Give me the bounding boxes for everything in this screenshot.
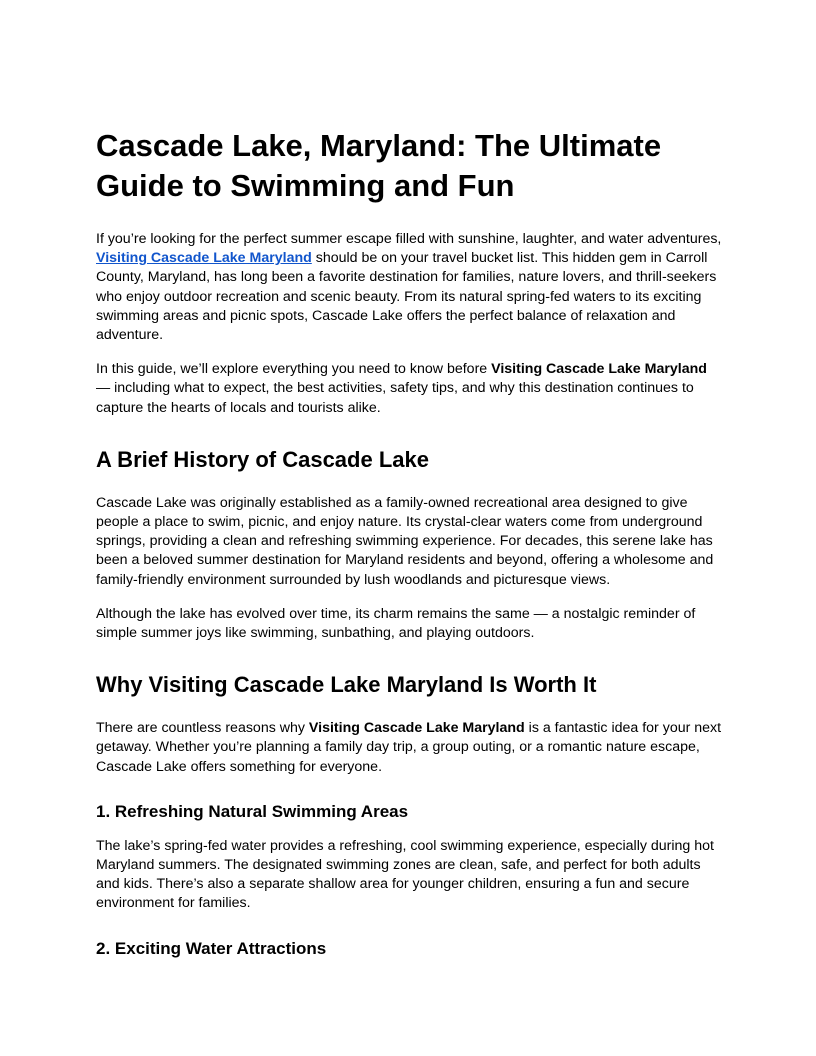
why-heading: Why Visiting Cascade Lake Maryland Is Worth It xyxy=(96,672,597,698)
intro-text-1a: If you’re looking for the perfect summer escape filled with sunshine, laughter, and water adventures, xyxy=(96,231,722,247)
section-1-heading: 1. Refreshing Natural Swimming Areas xyxy=(96,801,409,821)
intro-bold-2: Visiting Cascade Lake Maryland xyxy=(491,361,707,378)
intro-paragraph-1 xyxy=(96,230,722,345)
history-paragraph-2: Although the lake has evolved over time, its charm remains the same — a nostalgic reminder of simple summer joys like swimming, sunbathing, and playing outdoors. xyxy=(96,605,696,642)
why-paragraph-1 xyxy=(96,719,722,777)
visiting-cascade-lake-link[interactable]: Visiting Cascade Lake Maryland xyxy=(96,250,312,267)
intro-text-1b: should be on your travel bucket list. This hidden gem in Carroll County, Maryland, has long been a favorite destination for families, nature lovers, and thrill-seekers who enjoy outdoor recreation and scenic beauty. From its natural spring-fed waters to its exciting swimming areas and picnic spots, Cascade Lake offers the perfect balance of relaxation and adventure. xyxy=(96,250,717,344)
section-1-paragraph: The lake’s spring-fed water provides a refreshing, cool swimming experience, especially during hot Maryland summers. The designated swimming zones are clean, safe, and perfect for both adults and kids. There’s also a separate shallow area for younger children, ensuring a fun and secure environment for families. xyxy=(96,837,714,912)
document-page xyxy=(96,126,722,974)
intro-text-2b: — including what to expect, the best activities, safety tips, and why this destination continues to capture the hearts of locals and tourists alike. xyxy=(96,380,694,416)
page-title: Cascade Lake, Maryland: The Ultimate Guide to Swimming and Fun xyxy=(96,128,662,203)
why-text-b: is a fantastic idea for your next getaway. Whether you’re planning a family day trip, a group outing, or a romantic nature escape, Cascade Lake offers something for everyone. xyxy=(96,720,722,775)
intro-paragraph-2 xyxy=(96,360,722,418)
history-heading: A Brief History of Cascade Lake xyxy=(96,446,429,472)
why-text-a: There are countless reasons why xyxy=(96,720,309,737)
history-paragraph-1: Cascade Lake was originally established as a family-owned recreational area designed to give people a place to swim, picnic, and enjoy nature. Its crystal-clear waters come from underground springs, providing a clean and refreshing swimming experience. For decades, this serene lake has been a beloved summer destination for Maryland residents and beyond, offering a wholesome and family-friendly environment surrounded by lush woodlands and picturesque views. xyxy=(96,494,714,588)
why-bold: Visiting Cascade Lake Maryland xyxy=(308,720,525,737)
intro-text-2a: In this guide, we’ll explore everything you need to know before xyxy=(96,361,492,378)
section-2-heading: 2. Exciting Water Attractions xyxy=(96,938,327,958)
